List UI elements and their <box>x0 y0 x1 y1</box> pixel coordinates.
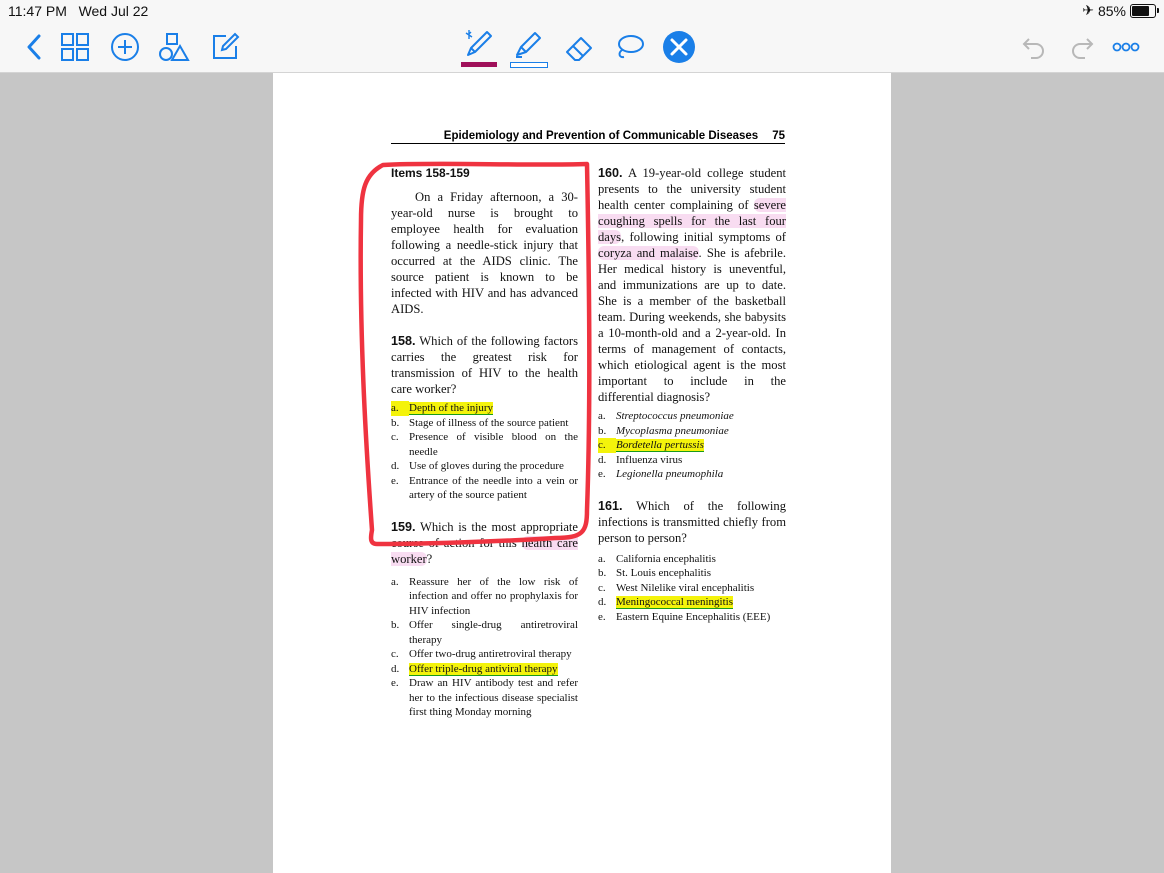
highlighter-color-swatch <box>510 62 548 68</box>
shapes-icon[interactable] <box>157 22 191 72</box>
pen-tool-icon[interactable] <box>458 22 500 72</box>
highlighter-tool-icon[interactable] <box>508 22 550 72</box>
q159-option-b[interactable]: b. Offer single-drug antiretroviral therapy <box>391 619 578 646</box>
annotation-toolbar <box>0 22 1164 73</box>
more-icon[interactable] <box>1110 22 1142 72</box>
q160-option-b[interactable]: b. Mycoplasma pneumoniae <box>598 424 729 437</box>
q158-option-a[interactable]: a. Depth of the injury <box>391 402 494 414</box>
question-159: 159. Which is the most appropriate course of action for this health care worker? <box>391 519 579 566</box>
q160-option-c[interactable]: c. Bordetella pertussis <box>598 439 704 451</box>
q160-option-a[interactable]: a. Streptococcus pneumoniae <box>598 410 734 422</box>
q159-option-c[interactable]: c. Offer two-drug antiretroviral therapy <box>391 648 572 660</box>
q158-option-b[interactable]: b. Stage of illness of the source patient <box>391 416 569 429</box>
right-column <box>598 165 786 624</box>
red-ink-annotation[interactable] <box>355 160 595 550</box>
q159-option-a[interactable]: a. Reassure her of the low risk of infection and offer no prophylaxis for HIV infection <box>391 575 578 617</box>
eraser-tool-icon[interactable] <box>560 22 598 72</box>
airplane-mode-icon: ✈ <box>1082 2 1094 18</box>
q160-option-d[interactable]: d. Influenza virus <box>598 453 683 466</box>
q161-option-b[interactable]: b. St. Louis encephalitis <box>598 567 712 579</box>
undo-icon[interactable] <box>1018 22 1050 72</box>
q161-options <box>598 552 786 625</box>
page-header <box>391 130 785 144</box>
scenario-paragraph: On a Friday afternoon, a 30-year-old nurse is brought to employee health for evaluation following a needle-stick injury that occurred at the AIDS clinic. The source patient is known to be infected with HIV and has advanced AIDS. <box>391 190 578 316</box>
q158-option-d[interactable]: d. Use of gloves during the procedure <box>391 460 564 472</box>
status-time: 11:47 PM Wed Jul 22 <box>8 3 149 19</box>
back-icon[interactable] <box>20 22 48 72</box>
question-158: 158. Which of the following factors carries the greatest risk for transmission of HIV to the health care worker? <box>391 334 578 396</box>
q161-option-d[interactable]: d. Meningococcal meningitis <box>598 596 733 608</box>
q161-option-a[interactable]: a. California encephalitis <box>598 552 716 565</box>
edit-icon[interactable] <box>208 22 242 72</box>
close-tool-icon[interactable] <box>660 22 698 72</box>
q159-options <box>391 575 578 720</box>
q159-option-e[interactable]: e. Draw an HIV antibody test and refer her to the infectious disease specialist first thing Monday morning <box>391 677 578 718</box>
q159-option-d[interactable]: d. Offer triple-drug antiviral therapy <box>391 662 558 675</box>
status-right <box>1082 2 1156 19</box>
page-number: 75 <box>772 130 785 142</box>
question-161: 161. Which of the following infections is transmitted chiefly from person to person? <box>598 498 786 545</box>
redo-icon[interactable] <box>1066 22 1098 72</box>
battery-icon <box>1130 4 1156 18</box>
q161-option-e[interactable]: e. Eastern Equine Encephalitis (EEE) <box>598 610 771 623</box>
q158-option-e[interactable]: e. Entrance of the needle into a vein or artery of the source patient <box>391 474 578 501</box>
items-heading: Items 158-159 <box>391 166 470 180</box>
q158-option-c[interactable]: c. Presence of visible blood on the needle <box>391 431 578 458</box>
q160-option-e[interactable]: e. Legionella pneumophila <box>598 468 724 480</box>
running-head: Epidemiology and Prevention of Communicable Diseases <box>443 130 759 142</box>
battery-percent: 85% <box>1097 2 1126 19</box>
add-icon[interactable] <box>108 22 142 72</box>
pen-color-swatch <box>461 62 497 67</box>
status-bar <box>0 0 1164 22</box>
lasso-tool-icon[interactable] <box>610 22 648 72</box>
q160-options <box>598 409 786 482</box>
grid-icon[interactable] <box>58 22 92 72</box>
q161-option-c[interactable]: c. West Nilelike viral encephalitis <box>598 581 755 594</box>
question-160: 160. A 19-year-old college student presents to the university student health center complaining of severe coughing spells for the last four days, following initial symptoms of coryza and malaise. She is afebrile. Her medical history is uneventful, and immunizations are up to date. She is a member of the basketball team. During weekends, she babysits a 10-month-old and a 2-year-old. In terms of management of contacts, which etiological agent is the most important to include in the differential diagnosis? <box>598 166 786 404</box>
